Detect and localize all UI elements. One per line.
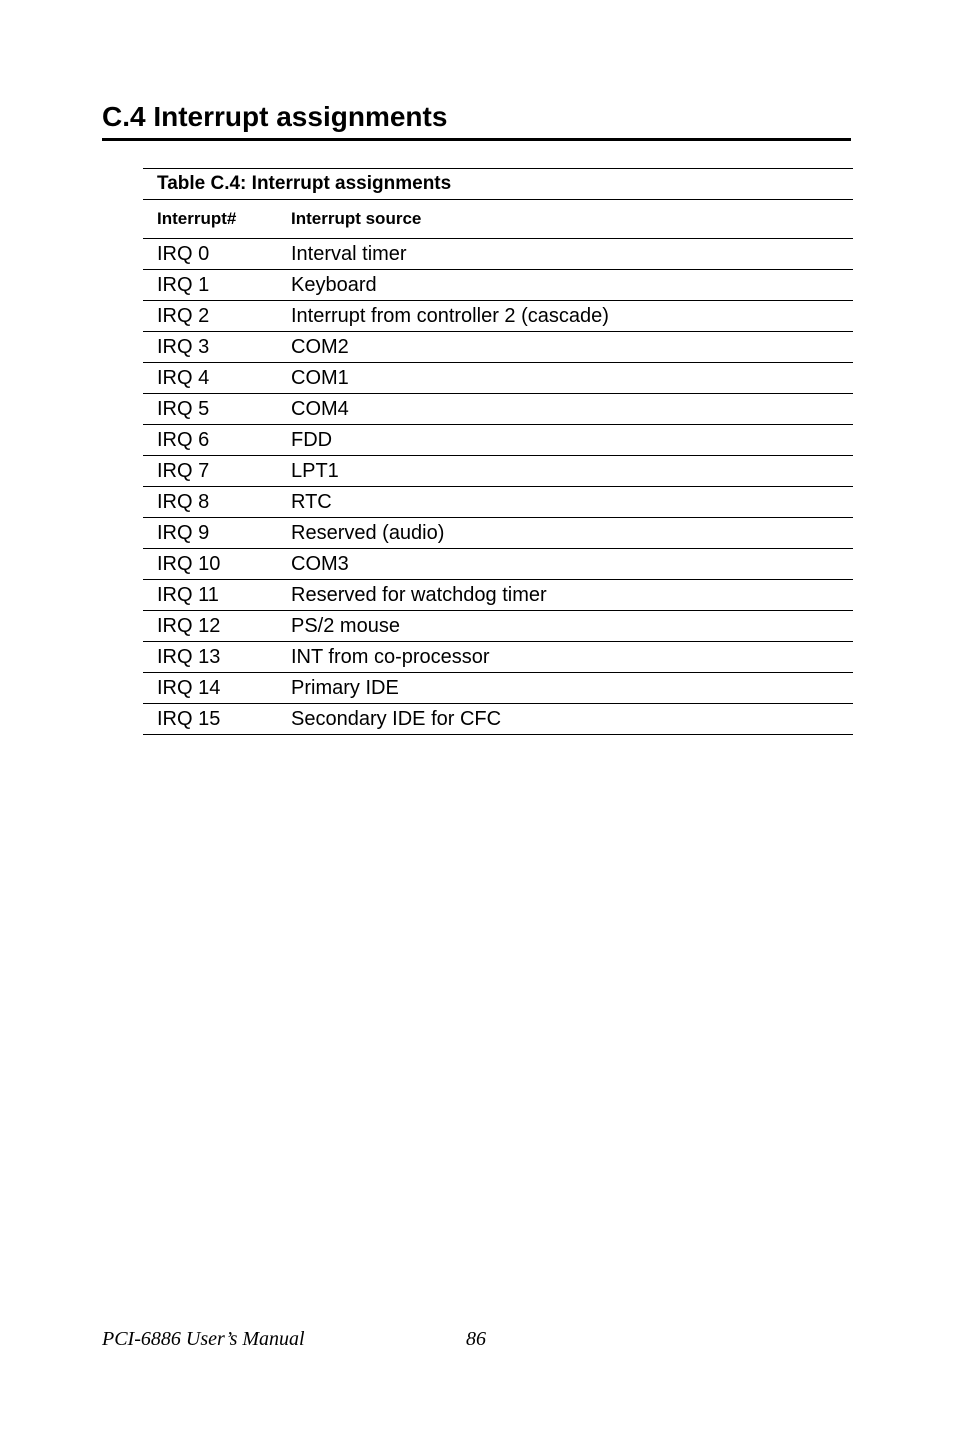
- section-title: C.4 Interrupt assignments: [102, 101, 448, 132]
- table-row: [143, 425, 853, 456]
- interrupt-cell: IRQ 10: [143, 549, 277, 580]
- source-cell: Reserved (audio): [277, 518, 853, 549]
- column-header-source: Interrupt source: [277, 200, 853, 239]
- source-cell: Interval timer: [277, 239, 853, 270]
- interrupt-cell: IRQ 11: [143, 580, 277, 611]
- source-cell: COM4: [277, 394, 853, 425]
- interrupt-cell: IRQ 6: [143, 425, 277, 456]
- table-row: [143, 642, 853, 673]
- source-cell: COM3: [277, 549, 853, 580]
- source-cell: Interrupt from controller 2 (cascade): [277, 301, 853, 332]
- source-cell: Reserved for watchdog timer: [277, 580, 853, 611]
- interrupt-cell: IRQ 4: [143, 363, 277, 394]
- interrupt-table: [143, 168, 853, 735]
- table-row: [143, 518, 853, 549]
- table-header-row: [143, 200, 853, 239]
- interrupt-cell: IRQ 2: [143, 301, 277, 332]
- footer-manual-title: PCI-6886 User’s Manual: [102, 1328, 305, 1350]
- source-cell: PS/2 mouse: [277, 611, 853, 642]
- interrupt-table-container: [143, 168, 853, 735]
- interrupt-cell: IRQ 8: [143, 487, 277, 518]
- table-row: [143, 549, 853, 580]
- interrupt-cell: IRQ 12: [143, 611, 277, 642]
- interrupt-cell: IRQ 15: [143, 704, 277, 735]
- source-cell: INT from co-processor: [277, 642, 853, 673]
- table-row: [143, 394, 853, 425]
- source-cell: Keyboard: [277, 270, 853, 301]
- interrupt-cell: IRQ 7: [143, 456, 277, 487]
- interrupt-cell: IRQ 13: [143, 642, 277, 673]
- source-cell: Secondary IDE for CFC: [277, 704, 853, 735]
- table-caption-row: [143, 169, 853, 200]
- table-row: [143, 580, 853, 611]
- table-row: [143, 301, 853, 332]
- table-row: [143, 673, 853, 704]
- interrupt-cell: IRQ 3: [143, 332, 277, 363]
- table-row: [143, 270, 853, 301]
- source-cell: Primary IDE: [277, 673, 853, 704]
- interrupt-cell: IRQ 5: [143, 394, 277, 425]
- table-caption: Table C.4: Interrupt assignments: [143, 169, 853, 200]
- interrupt-cell: IRQ 0: [143, 239, 277, 270]
- title-divider: [102, 138, 851, 141]
- column-header-interrupt: Interrupt#: [143, 200, 277, 239]
- interrupt-cell: IRQ 1: [143, 270, 277, 301]
- table-row: [143, 363, 853, 394]
- table-row: [143, 704, 853, 735]
- interrupt-cell: IRQ 14: [143, 673, 277, 704]
- source-cell: FDD: [277, 425, 853, 456]
- table-row: [143, 487, 853, 518]
- source-cell: COM1: [277, 363, 853, 394]
- table-row: [143, 611, 853, 642]
- interrupt-cell: IRQ 9: [143, 518, 277, 549]
- table-row: [143, 332, 853, 363]
- source-cell: LPT1: [277, 456, 853, 487]
- table-row: [143, 456, 853, 487]
- table-row: [143, 239, 853, 270]
- source-cell: RTC: [277, 487, 853, 518]
- source-cell: COM2: [277, 332, 853, 363]
- footer-page-number: 86: [466, 1328, 486, 1350]
